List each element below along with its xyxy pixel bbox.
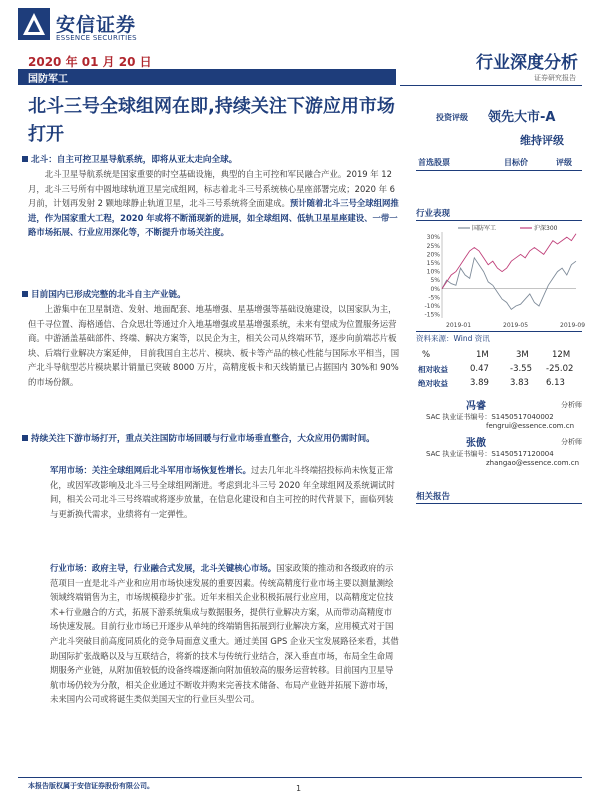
section-2-heading: 目前国内已形成完整的北斗自主产业链。 [22,288,402,302]
y-tick-label: 20% [426,251,440,259]
section-3b: 行业市场：政府主导，行业融合式发展，北斗关键核心市场。国家政策的推动和各级政府的示范项目一直是北斗产业和应用市场快速发展的重要因素。传统高精度行业市场主要以测量测绘领域终端销售为主，市场规模稳步扩张。近年来相关企业积极拓展行业应用，以高精度定位技术+行业融合的方式，拓展下游系统集成与数据服务，提供行业解决方案，从而带动高精度市场快速发展。目前行业市场已开逐步从单纯的终端销售拓展到行业解决方案，应用模式对于国产北斗突破目前高度同质化的竞争局面意义重大。通过美国 GPS 企业天宝发展路径来看，其借助国际扩张战略以及与互联结合，将新的技术与传统行业结合，深入垂直市场，布局全生命周期服务产业链，从附加值较低的设备终端逐渐向附加值较高的服务运营转移。目前国内卫星导航市场仍较为分散，相关企业通过不断收并购来完善技术储备、布局产业链并拓展下游市场，未来国内公司或将诞生类似美国天宝的行业巨头型公司。 [50,563,399,705]
report-header [18,6,582,46]
essence-logo-icon [18,8,50,40]
report-title: 北斗三号全球组网在即,持续关注下游应用市场打开 [28,96,395,145]
report-subtype: 证券研究报告 [534,74,576,82]
y-tick-label: -10% [424,302,440,310]
table-cell: 0.47 [470,364,489,374]
analyst-card [416,397,582,437]
analyst-role: 分析师 [561,438,582,446]
table-header-row [418,350,582,364]
legend-label: 国防军工 [472,225,497,232]
y-tick-label: 0% [430,285,440,293]
table-header-cell: 1M [476,350,489,360]
table-row [418,378,582,392]
related-reports-title: 相关报告 [416,490,582,504]
y-tick-label: 10% [426,268,440,276]
stock-col-rating: 评级 [556,158,572,167]
report-date: 2020 年 01 月 20 日 [28,55,152,69]
table-cell: 3.89 [470,378,489,388]
logo-english-name: ESSENCE SECURITIES [56,34,137,42]
section-1-heading: 北斗：自主可控卫星导航系统，即将从亚太走向全球。 [22,153,402,167]
logo-chinese-name: 安信证券 [56,14,137,36]
bullet-square-icon [22,156,28,162]
x-tick-label: 2019-01 [446,322,472,329]
y-tick-label: 5% [430,277,440,285]
analyst-sac: SAC 执业证书编号：S1450517040002 [426,413,554,421]
table-row-label: 绝对收益 [418,379,448,388]
analyst-name: 冯睿 [466,401,486,412]
y-tick-label: -5% [428,294,440,302]
page-number: 1 [296,784,302,793]
y-tick-label: -15% [424,311,440,319]
y-tick-label: 25% [426,242,440,250]
section-2-body: 上游集中在卫星制造、发射、地面配套、地基增强、星基增强等基础设施建设，以国家队为主，但千寻位置、海格通信、合众思壮等通过介入地基增强或星基增强系统，未来有望成为位置服务运营商。中游涵盖基础部件、终端、解决方案等，以民企为主，相关公司从终端环节，逐步向前端芯片板块、后端行业解决方案延伸， 目前我国自主芯片、模块、板卡等产品的核心性能与国际水平相当，国产北斗导航型芯片模块累计销量已突破 8000 万片，高精度板卡和天线销量已占据国内 30%和 90%的市场份额。 [28,304,400,387]
y-tick-label: 15% [426,259,440,267]
chart-source: 资料来源：Wind 资讯 [416,331,582,344]
legend-label: 沪深300 [534,225,558,232]
footer-disclaimer: 本报告版权属于安信证券股份有限公司。 [28,782,154,790]
analyst-email[interactable]: zhangao@essence.com.cn [486,459,580,467]
sector-label: 国防军工 [28,74,68,85]
table-cell: 3.83 [510,378,529,388]
stock-col-target: 目标价 [504,158,528,167]
table-header-cell: 12M [552,350,571,360]
y-tick-label: 30% [426,234,440,242]
table-row [418,364,582,378]
table-header-cell: % [422,350,431,360]
x-tick-label: 2019-09 [560,322,586,329]
bullet-square-icon [22,435,28,441]
table-row-label: 相对收益 [418,365,448,374]
stock-table-header [416,157,582,171]
bullet-square-icon [22,291,28,297]
rating-label: 投资评级 [436,113,468,122]
footer-divider [18,777,582,778]
analyst-email[interactable]: fengrui@essence.com.cn [486,422,575,430]
table-cell: -3.55 [510,364,532,374]
rating-keep: 维持评级 [520,134,564,147]
section-3a: 军用市场：关注全球组网后北斗军用市场恢复性增长。过去几年北斗终端招投标尚未恢复正常化，或因军改影响及北斗三号全球组网渐进。考虑到北斗三号 2020 年全球组网及系统调试时间，相关公司北斗三号终端或将逐步放量，在信息化建设和自主可控的时代背景下，面临列装与更新换代需求，业绩将有一定弹性。 [50,465,395,519]
sector-bar [18,69,396,85]
analyst-role: 分析师 [561,401,582,409]
performance-title: 行业表现 [416,207,582,221]
section-1-body: 北斗卫星导航系统是国家重要的时空基础设施，典型的自主可控和军民融合产业。2019 年 12 月，北斗三号所有中圆地球轨道卫星完成组网，标志着北斗三号系统核心星座部署完成；2020 年 6 月前，计划再发射 2 颗地球静止轨道卫星，北斗三号系统将全面建成。预计随着北斗三号全球组网推进，作为国家重大工程，2020 年或将不断涌现新的进展，如全球组网、低轨卫星星座建设、一带一路市场拓展、行业应用深化等，不断提升市场关注度。 [28,169,399,238]
section-3-heading: 持续关注下游市场打开，重点关注国防市场回暖与行业市场垂直整合，大众应用仍需时间。 [22,432,402,446]
series-line-1 [442,234,576,289]
rating-value: 领先大市-A [488,110,556,125]
series-line-0 [442,258,576,310]
x-tick-label: 2019-05 [503,322,529,329]
analyst-name: 张傲 [466,438,486,449]
stock-col-name: 首选股票 [418,158,450,167]
performance-table [418,350,582,392]
table-cell: -25.02 [546,364,574,374]
report-type: 行业深度分析 [476,53,578,73]
performance-chart [416,222,586,330]
analyst-sac: SAC 执业证书编号：S1450517120004 [426,450,554,458]
table-header-cell: 3M [516,350,529,360]
table-cell: 6.13 [546,378,565,388]
analyst-card [416,434,582,474]
divider [400,85,582,86]
